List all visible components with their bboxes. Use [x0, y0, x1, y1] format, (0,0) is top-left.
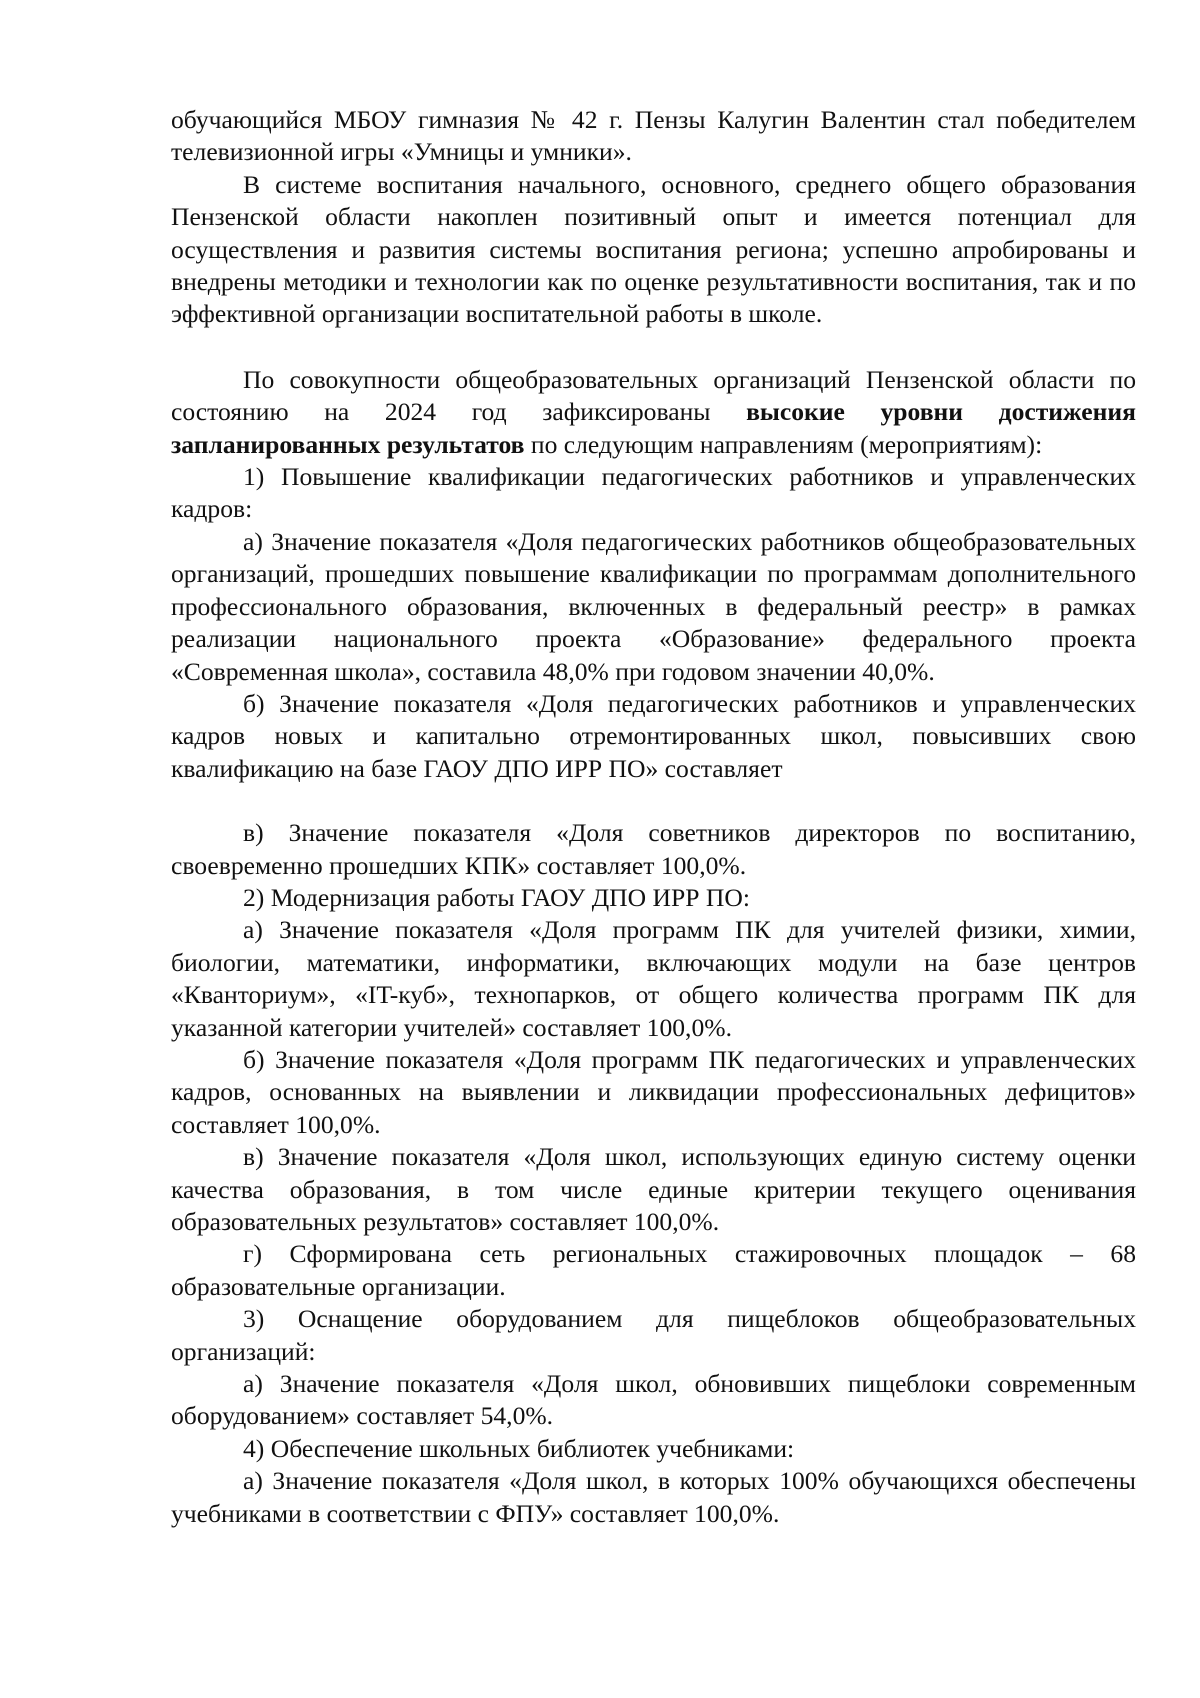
list-item-2b: б) Значение показателя «Доля программ ПК педагогических и управленческих кадров, основанных на выявлении и ликвидации профессиональных дефицитов» составляет 100,0%.	[171, 1044, 1136, 1139]
list-item-2: 2) Модернизация работы ГАОУ ДПО ИРР ПО:	[243, 882, 750, 912]
list-item-2c: в) Значение показателя «Доля школ, использующих единую систему оценки качества образования, в том числе единые критерии текущего оценивания образовательных результатов» составляет 100,0%.	[171, 1142, 1136, 1236]
intro-text-end: по следующим направлениям (мероприятиям):	[524, 429, 1043, 459]
paragraph-education-system: В системе воспитания начального, основного, среднего общего образования Пензенской области накоплен позитивный опыт и имеется потенциал для осуществления и развития системы воспитания региона; успешно апробированы и внедрены методики и технологии как по оценке результативности воспитания, так и по эффективной организации воспитательной работы в школе.	[171, 169, 1136, 329]
list-item-1: 1) Повышение квалификации педагогических работников и управленческих кадров:	[171, 462, 1136, 524]
document-page	[171, 104, 1136, 1530]
intro-text-start: По совокупности общеобразовательных организаций Пензенской области по состоянию на 2024 год зафиксированы	[171, 364, 1136, 427]
list-item-2a: а) Значение показателя «Доля программ ПК для учителей физики, химии, биологии, математики, информатики, включающих модули на базе центров «Кванториум», «IT-куб», технопарков, от общего количества программ ПК для указанной категории учителей» составляет 100,0%.	[171, 915, 1136, 1042]
list-item-3a: а) Значение показателя «Доля школ, обновивших пищеблоки современным оборудованием» составляет 54,0%.	[171, 1369, 1136, 1431]
list-item-4: 4) Обеспечение школьных библиотек учебниками:	[243, 1433, 795, 1463]
list-item-3: 3) Оснащение оборудованием для пищеблоков общеобразовательных организаций:	[171, 1304, 1136, 1366]
list-item-1c: в) Значение показателя «Доля советников директоров по воспитанию, своевременно прошедших КПК» составляет 100,0%.	[171, 818, 1136, 880]
list-item-4a: а) Значение показателя «Доля школ, в которых 100% обучающихся обеспечены учебниками в соответствии с ФПУ» составляет 100,0%.	[171, 1466, 1136, 1528]
list-item-1a: а) Значение показателя «Доля педагогических работников общеобразовательных организаций, прошедших повышение квалификации по программам дополнительного профессионального образования, включенных в федеральный реестр» в рамках реализации национального проекта «Образование» федерального проекта «Современная школа», составила 48,0% при годовом значении 40,0%.	[171, 526, 1136, 686]
list-item-1b: б) Значение показателя «Доля педагогических работников и управленческих кадров новых и капитально отремонтированных школ, повысивших свою квалификацию на базе ГАОУ ДПО ИРР ПО» составляет	[171, 688, 1136, 783]
paragraph-student-winner: обучающийся МБОУ гимназия № 42 г. Пензы Калугин Валентин стал победителем телевизионной игры «Умницы и умники».	[171, 105, 1136, 167]
paragraph-achievements-intro	[171, 364, 1136, 461]
list-item-2d: г) Сформирована сеть региональных стажировочных площадок – 68 образовательные организации.	[171, 1239, 1136, 1301]
intro-text-bold: высокие уровни достижения запланированных результатов	[171, 397, 1136, 459]
